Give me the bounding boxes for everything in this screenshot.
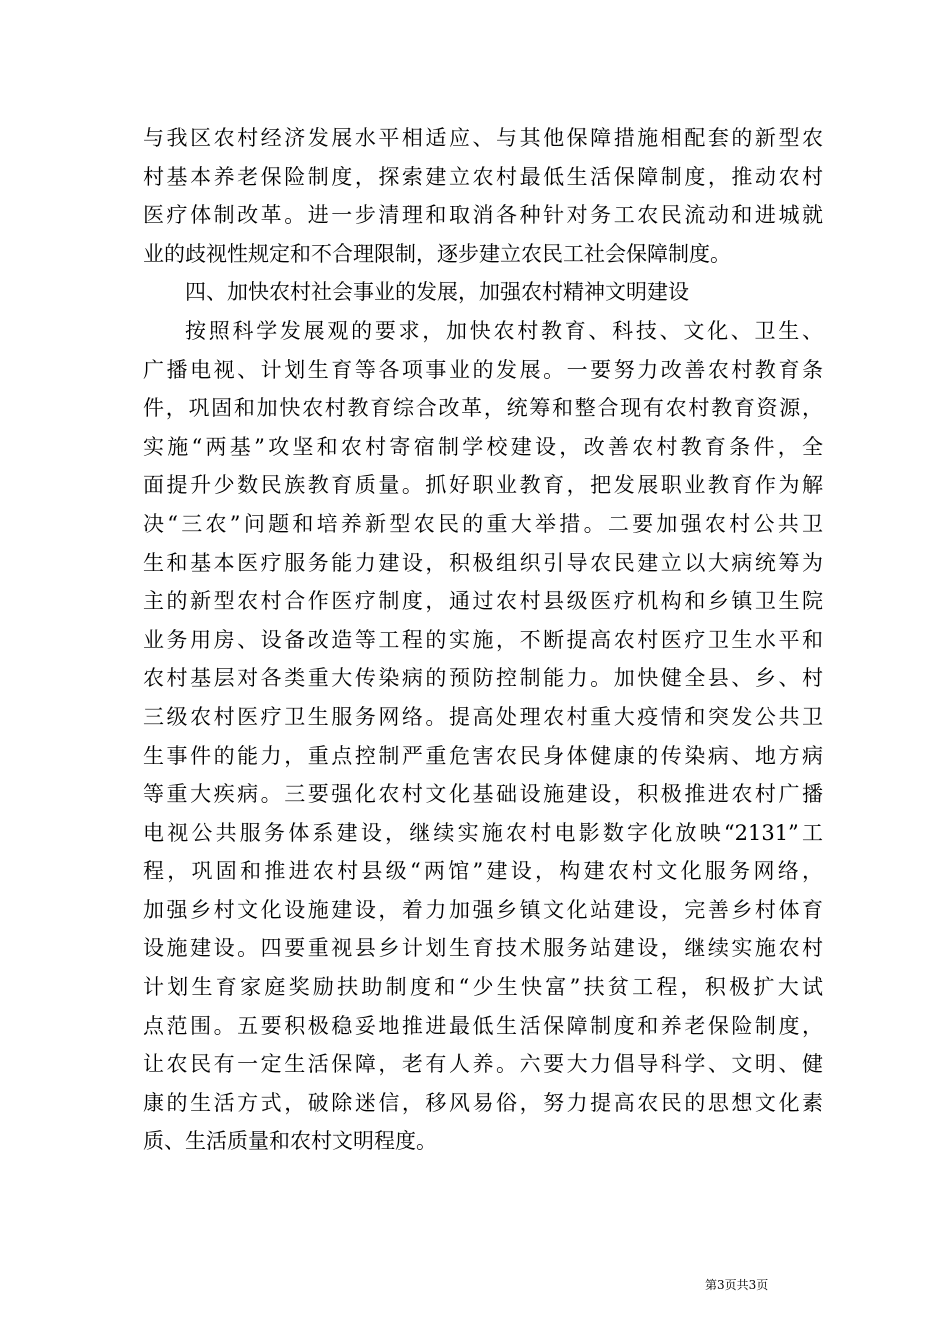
text-line: 设施建设。四要重视县乡计划生育技术服务站建设，继续实施农村: [143, 936, 823, 961]
text-line: 生和基本医疗服务能力建设，积极组织引导农民建立以大病统筹为: [143, 550, 823, 575]
text-line: 程，巩固和推进农村县级“两馆”建设，构建农村文化服务网络，: [143, 859, 823, 884]
text-line: 主的新型农村合作医疗制度，通过农村县级医疗机构和乡镇卫生院: [143, 589, 823, 614]
text-line: 面提升少数民族教育质量。抓好职业教育，把发展职业教育作为解: [143, 473, 823, 498]
text-line: 与我区农村经济发展水平相适应、与其他保障措施相配套的新型农: [143, 126, 823, 150]
text-line: 加强乡村文化设施建设，着力加强乡镇文化站建设，完善乡村体育: [143, 897, 823, 922]
text-line: 三级农村医疗卫生服务网络。提高处理农村重大疫情和突发公共卫: [143, 704, 823, 729]
paragraph-social-security: [143, 119, 823, 273]
text-line: 计划生育家庭奖励扶助制度和“少生快富”扶贫工程，积极扩大试: [143, 975, 823, 1000]
text-line: 决“三农”问题和培养新型农民的重大举措。二要加强农村公共卫: [143, 511, 823, 536]
document-body: [143, 119, 823, 1161]
section-heading: [143, 273, 823, 312]
text-line: 实施“两基”攻坚和农村寄宿制学校建设，改善农村教育条件，全: [143, 434, 823, 459]
text-line: 点范围。五要积极稳妥地推进最低生活保障制度和养老保险制度，: [143, 1013, 823, 1038]
text-line: 生事件的能力，重点控制严重危害农民身体健康的传染病、地方病: [143, 743, 823, 768]
text-line: 医疗体制改革。进一步清理和取消各种针对务工农民流动和进城就: [143, 203, 823, 228]
section-heading-text: 四、加快农村社会事业的发展，加强农村精神文明建设: [185, 280, 689, 305]
paragraph-rural-development: [143, 312, 823, 1161]
text-line: 按照科学发展观的要求，加快农村教育、科技、文化、卫生、: [185, 318, 823, 343]
text-line: 让农民有一定生活保障，老有人养。六要大力倡导科学、文明、健: [143, 1052, 823, 1077]
text-line: 业务用房、设备改造等工程的实施，不断提高农村医疗卫生水平和: [143, 627, 823, 652]
text-line: 村基本养老保险制度，探索建立农村最低生活保障制度，推动农村: [143, 164, 823, 189]
text-line: 农村基层对各类重大传染病的预防控制能力。加快健全县、乡、村: [143, 666, 823, 691]
text-line: 件，巩固和加快农村教育综合改革，统筹和整合现有农村教育资源，: [143, 396, 823, 421]
page-number: 第3页共3页: [705, 1278, 769, 1292]
text-line: 电视公共服务体系建设，继续实施农村电影数字化放映“2131”工: [143, 820, 823, 845]
text-line: 质、生活质量和农村文明程度。: [143, 1129, 437, 1154]
text-line: 康的生活方式，破除迷信，移风易俗，努力提高农民的思想文化素: [143, 1090, 823, 1115]
text-line: 广播电视、计划生育等各项事业的发展。一要努力改善农村教育条: [143, 357, 823, 382]
text-line: 等重大疾病。三要强化农村文化基础设施建设，积极推进农村广播: [143, 782, 823, 807]
text-line: 业的歧视性规定和不合理限制，逐步建立农民工社会保障制度。: [143, 241, 731, 266]
